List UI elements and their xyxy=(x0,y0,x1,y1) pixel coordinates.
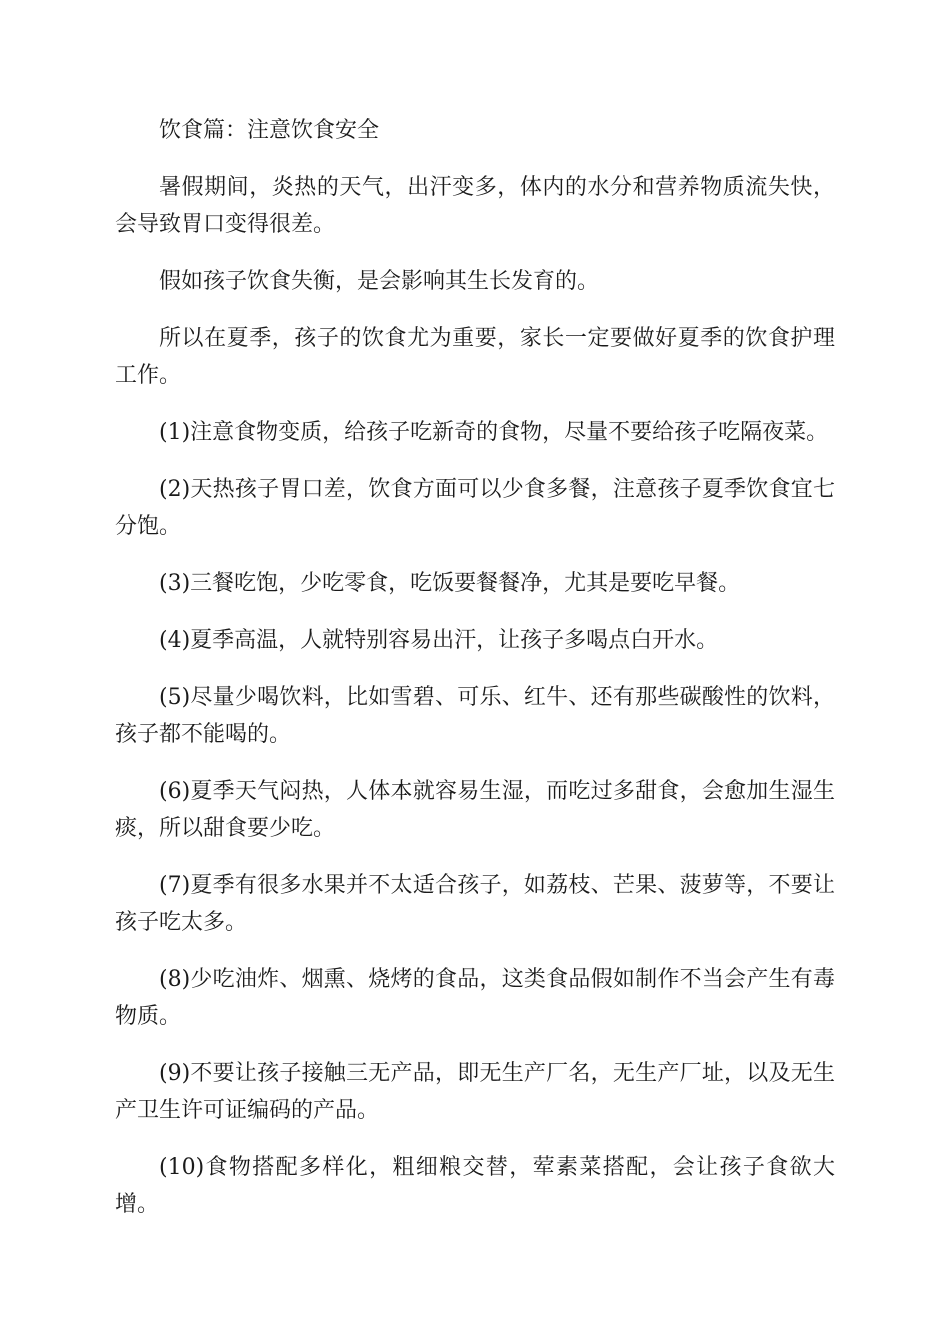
tip-item-1: (1)注意食物变质，给孩子吃新奇的食物，尽量不要给孩子吃隔夜菜。 xyxy=(159,420,829,445)
tip-item-9: (9)不要让孩子接触三无产品，即无生产厂名，无生产厂址，以及无生产卫生许可证编码的产品。 xyxy=(115,1061,835,1123)
tip-item-7: (7)夏季有很多水果并不太适合孩子，如荔枝、芒果、菠萝等，不要让孩子吃太多。 xyxy=(115,873,835,935)
document-body xyxy=(115,112,835,1243)
tip-item-10: (10)食物搭配多样化，粗细粮交替，荤素菜搭配，会让孩子食欲大增。 xyxy=(115,1155,835,1217)
tip-item-6: (6)夏季天气闷热，人体本就容易生湿，而吃过多甜食，会愈加生湿生痰，所以甜食要少吃。 xyxy=(115,779,835,841)
tip-item-2: (2)天热孩子胃口差，饮食方面可以少食多餐，注意孩子夏季饮食宜七分饱。 xyxy=(115,477,835,539)
tip-item-5: (5)尽量少喝饮料，比如雪碧、可乐、红牛、还有那些碳酸性的饮料，孩子都不能喝的。 xyxy=(115,685,835,747)
tip-item-3: (3)三餐吃饱，少吃零食，吃饭要餐餐净，尤其是要吃早餐。 xyxy=(159,571,741,596)
paragraph-imbalance: 假如孩子饮食失衡，是会影响其生长发育的。 xyxy=(159,269,600,294)
paragraph-intro: 暑假期间，炎热的天气，出汗变多，体内的水分和营养物质流失快，会导致胃口变得很差。 xyxy=(115,175,835,237)
section-heading: 饮食篇：注意饮食安全 xyxy=(159,118,380,143)
tip-item-8: (8)少吃油炸、烟熏、烧烤的食品，这类食品假如制作不当会产生有毒物质。 xyxy=(115,967,835,1029)
paragraph-importance: 所以在夏季，孩子的饮食尤为重要，家长一定要做好夏季的饮食护理工作。 xyxy=(115,326,835,388)
tip-item-4: (4)夏季高温，人就特别容易出汗，让孩子多喝点白开水。 xyxy=(159,628,719,653)
